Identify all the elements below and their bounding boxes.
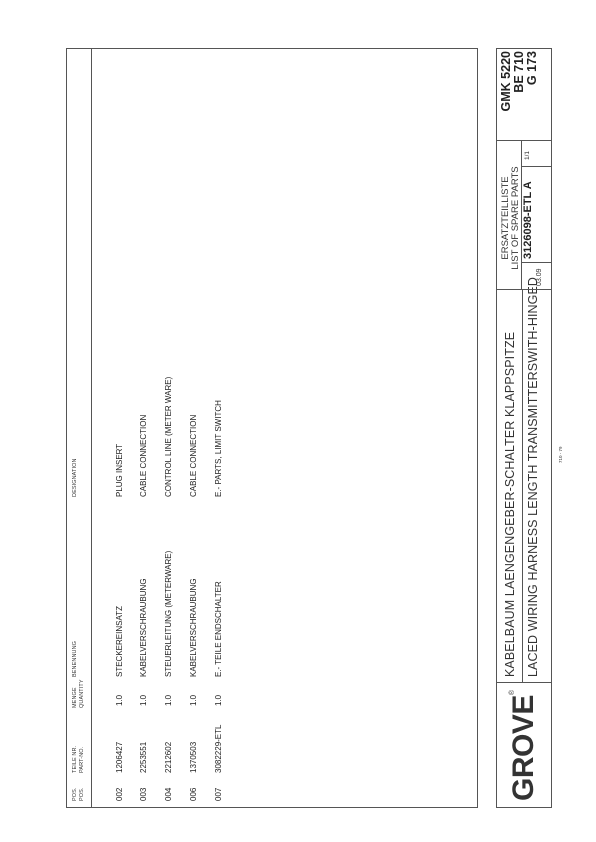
page-reference: 710 - 79 bbox=[558, 446, 563, 463]
header-pos-de: POS. bbox=[72, 787, 78, 801]
table-row-designation: CABLE CONNECTION bbox=[189, 414, 199, 497]
column-quantity bbox=[99, 693, 240, 706]
table-row-benennung: KABELVERSCHRAUBUNG bbox=[189, 578, 199, 677]
table-row-quantity: 1.0 bbox=[214, 694, 224, 706]
model-line-2: BE 710 bbox=[512, 51, 526, 93]
table-row-benennung: E.- TEILE ENDSCHALTER bbox=[214, 581, 224, 677]
table-row-pos: 007 bbox=[214, 787, 224, 801]
column-benennung bbox=[99, 551, 240, 677]
column-designation bbox=[99, 377, 240, 497]
list-title-english: LIST OF SPARE PARTS bbox=[510, 166, 521, 270]
divider-list bbox=[497, 289, 551, 290]
column-pos bbox=[99, 788, 240, 801]
parts-table bbox=[66, 48, 478, 808]
table-row-designation: PLUG INSERT bbox=[114, 443, 124, 497]
table-row-designation: CABLE CONNECTION bbox=[139, 414, 149, 497]
header-benennung-de: BENENNUNG bbox=[72, 640, 78, 677]
issue-date: 03.09 bbox=[536, 268, 543, 286]
header-divider bbox=[91, 49, 92, 807]
header-quantity-de: MENGE bbox=[72, 687, 78, 708]
table-row-pos: 002 bbox=[114, 787, 124, 801]
table-row-quantity: 1.0 bbox=[114, 694, 124, 706]
header-designation bbox=[72, 458, 79, 497]
table-row-quantity: 1.0 bbox=[164, 694, 174, 706]
table-row-benennung: STECKEREINSATZ bbox=[114, 606, 124, 677]
table-row-part-no: 2253551 bbox=[139, 741, 149, 773]
table-row-part-no: 2212602 bbox=[164, 741, 174, 773]
rotated-parts-sheet bbox=[66, 48, 570, 808]
header-pos bbox=[72, 787, 86, 801]
drawing-number: 3126098-ETL A bbox=[522, 181, 534, 259]
grove-logo bbox=[507, 690, 541, 801]
logo-text: GROVE bbox=[507, 695, 540, 801]
title-block bbox=[496, 48, 552, 808]
registered-mark: ® bbox=[509, 690, 516, 696]
divider-model bbox=[497, 140, 551, 141]
table-row-part-no: 1206427 bbox=[114, 741, 124, 773]
divider-date bbox=[521, 262, 551, 263]
header-quantity bbox=[72, 679, 86, 708]
list-title-german: ERSATZTEILLISTE bbox=[500, 176, 511, 260]
table-row-pos: 004 bbox=[164, 787, 174, 801]
header-part-no bbox=[72, 746, 86, 773]
table-row-benennung: KABELVERSCHRAUBUNG bbox=[139, 578, 149, 677]
header-benennung bbox=[72, 641, 79, 677]
divider-titles bbox=[522, 289, 523, 683]
table-row-quantity: 1.0 bbox=[139, 694, 149, 706]
model-line-1: GMK 5220 bbox=[499, 51, 513, 112]
header-pos-en: POS. bbox=[79, 787, 85, 801]
table-row-part-no: 3082229-ETL bbox=[214, 724, 224, 773]
sheet-number: 1/1 bbox=[524, 150, 531, 160]
header-part-no-de: TEILE NR. bbox=[72, 745, 78, 773]
divider-sheet bbox=[521, 166, 551, 167]
table-row-designation: CONTROL LINE (METER WARE) bbox=[164, 376, 174, 497]
table-row-pos: 003 bbox=[139, 787, 149, 801]
header-designation-en: DESIGNATION bbox=[72, 458, 78, 497]
table-row-pos: 006 bbox=[189, 787, 199, 801]
table-row-benennung: STEUERLEITUNG (METERWARE) bbox=[164, 550, 174, 677]
table-row-part-no: 1370503 bbox=[189, 741, 199, 773]
divider-logo bbox=[497, 682, 551, 683]
title-german: KABELBAUM LAENGENGEBER-SCHALTER KLAPPSPITZE bbox=[503, 331, 517, 677]
title-english: LACED WIRING HARNESS LENGTH TRANSMITTERSWITH-HINGED bbox=[526, 276, 540, 677]
table-row-designation: E.- PARTS, LIMIT SWITCH bbox=[214, 400, 224, 497]
model-line-3: G 173 bbox=[525, 51, 539, 86]
header-quantity-en: QUANTITY bbox=[79, 679, 85, 708]
column-part-no bbox=[99, 725, 240, 773]
table-row-quantity: 1.0 bbox=[189, 694, 199, 706]
header-part-no-en: PART-NO. bbox=[79, 746, 85, 773]
